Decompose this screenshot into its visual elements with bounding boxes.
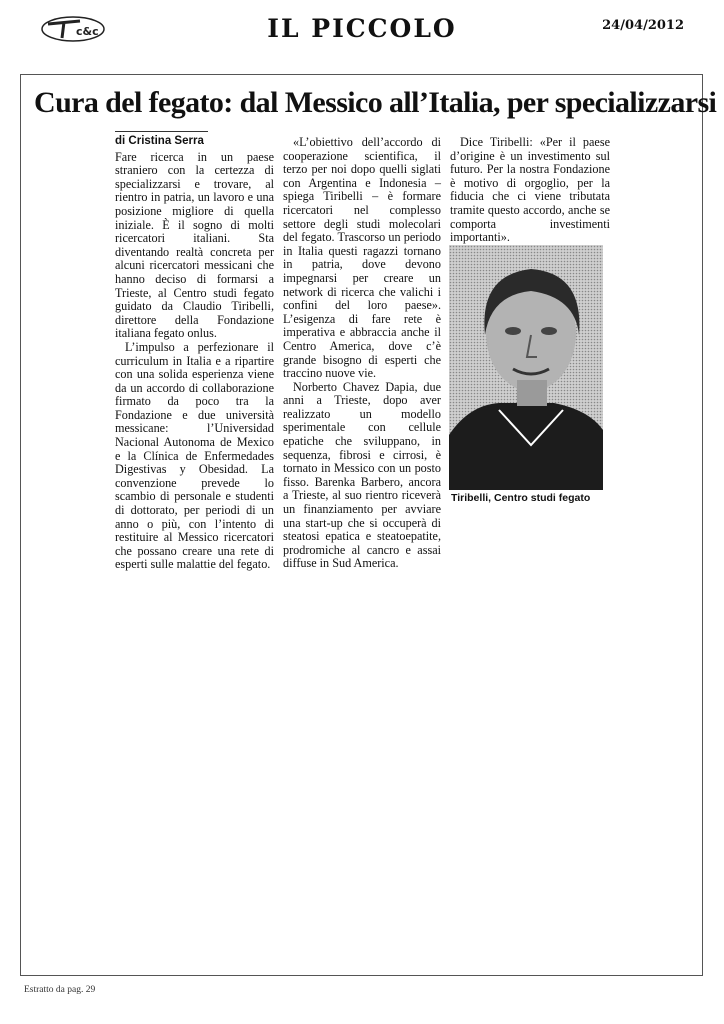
photo-caption: Tiribelli, Centro studi fegato bbox=[451, 492, 591, 504]
paragraph-5: Dice Tiribelli: «Per il paese d’origine è un investimento sul futuro. Per la nostra Fondazione è motivo di orgoglio, per la fiducia che ci viene tributata tramite questo accordo, anche se comporta investimenti importanti». bbox=[450, 135, 610, 245]
article-column-3 bbox=[450, 136, 610, 245]
publication-date: 24/04/2012 bbox=[602, 18, 684, 33]
svg-text:c&c: c&c bbox=[76, 25, 99, 38]
portrait-photo bbox=[449, 245, 603, 490]
paragraph-2: L’impulso a perfezionare il curriculum in Italia e a ripartire con una solida esperienza viene da un accordo di collaborazione firmato da poco tra la Fondazione e due università messicane: l’Universidad Nacional Autonoma de Mexico e la Clínica de Enfermedades Digestivas y Obesidad. La convenzione prevede lo scambio di personale e studenti di dottorato, per periodi di un anno o più, con l’intento di restituire al Messico ricercatori che possano creare una rete di esperti sulle malattie del fegato. bbox=[115, 339, 274, 572]
byline: di Cristina Serra bbox=[115, 135, 204, 147]
publication-title: IL PICCOLO bbox=[267, 14, 457, 43]
paragraph-1: Fare ricerca in un paese straniero con la certezza di specializzarsi e trovare, al rientro in patria, un lavoro e una posizione migliore di quella iniziale. È il sogno di molti ricercatori italiani. Sta diventando realtà concreta per alcuni ricercatori messicani che hanno deciso di formarsi a Trieste, al Centro studi fegato guidato da Claudio Tiribelli, direttore della Fondazione italiana fegato onlus. bbox=[115, 149, 274, 341]
paragraph-4: Norberto Chavez Dapia, due anni a Trieste, dopo aver realizzato un modello sperimentale con cellule epatiche che sviluppano, in sequenza, fibrosi e cirrosi, è tornato in Messico con un posto fisso. Barenka Barbero, ancora a Trieste, al suo rientro riceverà un finanziamento per avviare una start-up che si occuperà di steatosi epatica e steatoepatite, prodromiche al cancro e assai diffuse in Sud America. bbox=[283, 379, 441, 571]
article-column-2 bbox=[283, 136, 441, 571]
article-headline: Cura del fegato: dal Messico all’Italia, per specializzarsi bbox=[34, 86, 717, 119]
paragraph-3: «L’obiettivo dell’accordo di cooperazione scientifica, il terzo per noi dopo quelli siglati con Argentina e Indonesia – spiega Tiribelli – è formare ricercatori nel complesso settore degli studi molecolari del fegato. Trascorso un periodo in Italia questi ragazzi tornano in patria, dove devono impegnarsi per creare un network di ricerca che valichi i confini del loro paese». L’esigenza di fare rete è imperativa e abbraccia anche il Centro America, dove c’è grande bisogno di esperti che traccino nuove vie. bbox=[283, 135, 441, 381]
source-footer: Estratto da pag. 29 bbox=[24, 985, 96, 995]
article-column-1 bbox=[115, 132, 274, 572]
